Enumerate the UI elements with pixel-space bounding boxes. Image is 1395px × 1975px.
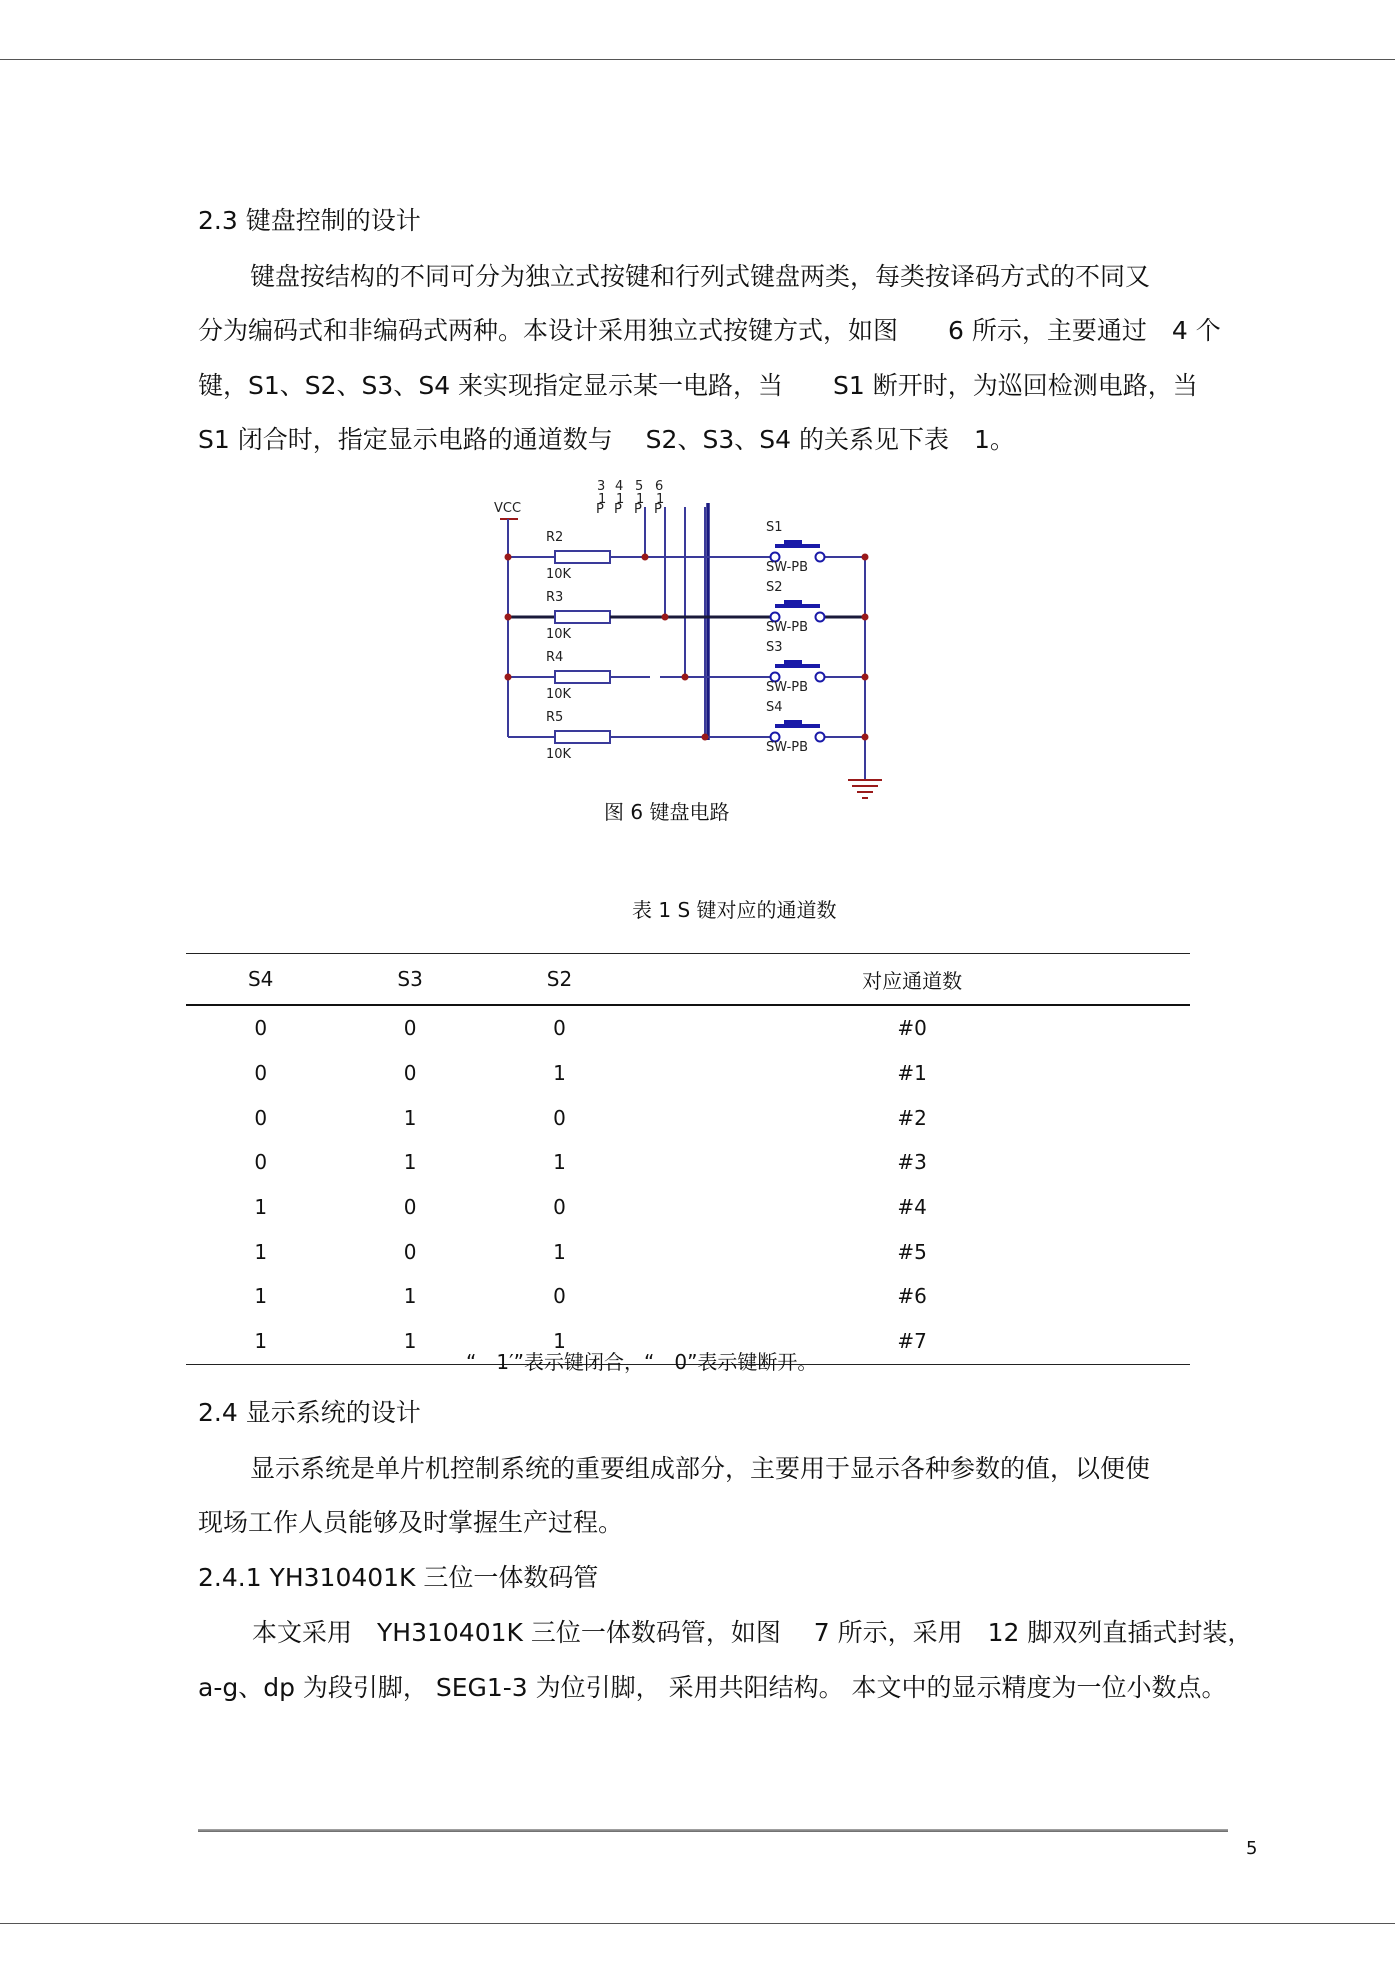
switch-s1-contact [816,553,825,562]
table-cell: 1 [553,1239,566,1264]
switch-type: SW-PB [766,620,809,635]
paragraph-line: a-g、dp 为段引脚， SEG1-3 为位引脚， 采用共阳结构。 本文中的显示精度为一位小数点。 [198,1673,1227,1702]
port-number: 4 [615,479,624,494]
switch-type: SW-PB [766,560,809,575]
table-cell: #1 [897,1061,927,1086]
table-row [186,1140,1190,1185]
table-header-cell: 对应通道数 [634,954,1190,1006]
switch-ref: S3 [766,640,783,655]
paragraph-line: 键，S1、S2、S3、S4 来实现指定显示某一电路，当 S1 断开时，为巡回检测电路，当 [198,371,1198,400]
port-number: 6 [655,479,664,494]
table-note: “ 1′”表示键闭合，“ 0”表示键断开。 [466,1350,818,1374]
table-cell: 1 [485,1319,634,1364]
table-cell: 0 [254,1016,268,1041]
table-cell: 0 [403,1195,417,1220]
table-cell: #0 [897,1016,927,1041]
paragraph-line: 显示系统是单片机控制系统的重要组成部分，主要用于显示各种参数的值，以便使 [250,1454,1151,1483]
table-row [186,1005,1190,1051]
table-cell: 0 [403,1061,417,1086]
table-cell: 0 [254,1061,268,1086]
port-label: P [654,502,662,517]
table-cell: 1 [403,1105,417,1130]
paragraph-line: S1 闭合时，指定显示电路的通道数与 S2、S3、S4 的关系见下表 1。 [198,425,1015,454]
figure-caption: 图 6 键盘电路 [604,800,730,824]
resistor-r3 [555,611,610,623]
port-number: 1 [656,492,665,507]
paragraph-line: 本文采用 YH310401K 三位一体数码管，如图 7 所示，采用 12 脚双列直插式封装， [252,1618,1253,1647]
resistor-ref: R5 [546,710,564,725]
page-number: 5 [1246,1838,1258,1859]
port-label: P [596,502,604,517]
resistor-ref: R2 [546,530,564,545]
vcc-label: VCC [494,501,522,516]
table-row [186,1051,1190,1096]
table-cell: #4 [897,1195,927,1220]
port-number: 1 [636,492,645,507]
table-cell: 0 [403,1239,417,1264]
table-header-row [186,954,1190,1006]
table-cell: 0 [254,1150,268,1175]
table-header-cell: S3 [335,954,484,1006]
table-cell: #2 [897,1105,927,1130]
table-cell: 1 [186,1319,335,1364]
switch-ref: S4 [766,700,783,715]
table-header-cell: S2 [485,954,634,1006]
section-heading-2-4: 2.4 显示系统的设计 [198,1398,421,1427]
table-cell: 0 [553,1105,566,1130]
table-caption: 表 1 S 键对应的通道数 [632,898,837,922]
table-cell: #6 [897,1284,927,1309]
table-cell: 0 [553,1016,566,1041]
table-cell: 1 [254,1195,268,1220]
switch-s4-contact [816,733,825,742]
resistor-value: 10K [546,747,572,762]
switch-s2-contact [816,613,825,622]
port-number: 1 [616,492,625,507]
switch-type: SW-PB [766,680,809,695]
paragraph-line: 分为编码式和非编码式两种。本设计采用独立式按键方式，如图 6 所示，主要通过 4 个 [198,316,1221,345]
table-cell: 1 [553,1150,566,1175]
table-cell: 1 [254,1239,268,1264]
table-cell: 0 [254,1105,268,1130]
port-number: 1 [598,492,607,507]
table-cell: 1 [403,1284,417,1309]
switch-ref: S2 [766,580,783,595]
table-row [186,1095,1190,1140]
table-cell: 1 [335,1319,484,1364]
table-cell: 1 [403,1150,417,1175]
resistor-ref: R4 [546,650,564,665]
resistor-r4 [555,671,610,683]
port-number: 3 [597,479,606,494]
resistor-value: 10K [546,567,572,582]
table-cell: 1 [254,1284,268,1309]
table-cell: #5 [897,1239,927,1264]
section-heading-2-3: 2.3 键盘控制的设计 [198,206,421,235]
resistor-ref: R3 [546,590,564,605]
switch-type: SW-PB [766,740,809,755]
table-cell: #7 [634,1319,1190,1364]
paragraph-line: 现场工作人员能够及时掌握生产过程。 [198,1508,624,1537]
paragraph-line: 键盘按结构的不同可分为独立式按键和行列式键盘两类，每类按译码方式的不同又 [250,262,1151,291]
port-label: P [634,502,642,517]
table-cell: 0 [403,1016,417,1041]
table-row [186,1185,1190,1230]
resistor-r2 [555,551,610,563]
table-row [186,1274,1190,1319]
resistor-r5 [555,731,610,743]
resistor-value: 10K [546,627,572,642]
table-row [186,1229,1190,1274]
table-cell: 0 [553,1195,566,1220]
switch-s3-contact [816,673,825,682]
switch-ref: S1 [766,520,783,535]
table-cell: #3 [897,1150,927,1175]
section-heading-2-4-1: 2.4.1 YH310401K 三位一体数码管 [198,1563,599,1592]
table-cell: 1 [553,1061,566,1086]
table-cell: 0 [553,1284,566,1309]
resistor-value: 10K [546,687,572,702]
table-header-cell: S4 [186,954,335,1006]
port-number: 5 [635,479,644,494]
channel-table [186,953,1190,1365]
port-label: P [614,502,622,517]
